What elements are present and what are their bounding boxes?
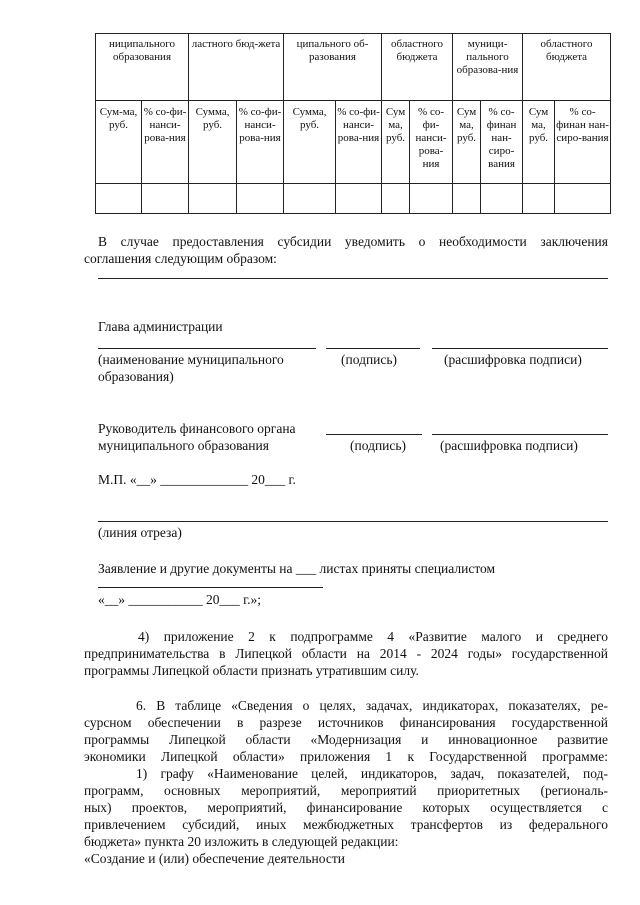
empty-cell [237, 184, 284, 214]
item6-line-6: программ, основных мероприятий, мероприятий приоритетных (региональ- [84, 783, 608, 798]
decoding-line [432, 434, 608, 435]
group-header: областного бюджета [382, 34, 453, 101]
stamp-line: М.П. «__» _____________ 20___ г. [98, 472, 296, 487]
group-header: муници-пального образова-ния [453, 34, 523, 101]
subheader-cell: % со-фи-нанси-рова-ния [237, 101, 284, 184]
caption-signature: (подпись) [341, 352, 398, 367]
empty-cell [523, 184, 555, 214]
specialist-line [98, 587, 323, 588]
subheader-cell: % со-фи-нанси-рова-ния [410, 101, 453, 184]
group-header: ниципального образования [96, 34, 189, 101]
cut-line-label: (линия отреза) [98, 525, 182, 540]
subheader-cell: Сум ма, руб. [453, 101, 481, 184]
caption-signature: (подпись) [350, 438, 407, 453]
empty-cell [481, 184, 523, 214]
accepted-line: Заявление и другие документы на ___ листах приняты специалистом [98, 561, 496, 576]
notice-line-2: соглашения следующим образом: [84, 251, 277, 266]
empty-cell [336, 184, 382, 214]
group-header: ципального об-разования [284, 34, 382, 101]
item6-line-3: программы Липецкой области «Модернизация и инновационное развитие [84, 732, 608, 747]
subheader-cell: Сум ма, руб. [523, 101, 555, 184]
item6-line-2: сурсном обеспечении в разрезе источников финансирования государственной [84, 715, 608, 730]
subheader-cell: % со-финан нан-сиро-вания [555, 101, 611, 184]
caption-decoding: (расшифровка подписи) [444, 352, 582, 367]
item6-line-5: 1) графу «Наименование целей, индикаторов, задач, показателей, под- [136, 766, 608, 781]
empty-cell [555, 184, 611, 214]
caption-name-cont: образования) [98, 369, 174, 384]
item6-line-8: привлечением субсидий, иных межбюджетных трансфертов из федерального [84, 817, 608, 832]
cut-line [98, 521, 608, 522]
notice-line-1: В случае предоставления субсидии уведомить о необходимости заключения [98, 234, 608, 249]
group-header: областного бюджета [523, 34, 611, 101]
empty-cell [96, 184, 142, 214]
signature-line [326, 434, 422, 435]
subheader-cell: Сум-ма, руб. [96, 101, 142, 184]
empty-cell [142, 184, 189, 214]
empty-cell [284, 184, 336, 214]
item6-line-4: экономики Липецкой области» приложения 1 к Государственной программе: [84, 749, 608, 764]
group-header: ластного бюд-жета [189, 34, 284, 101]
empty-cell [382, 184, 410, 214]
head-admin-title: Глава администрации [98, 319, 223, 334]
empty-cell [453, 184, 481, 214]
item4-line-3: программы Липецкой области признать утратившим силу. [84, 663, 419, 678]
accepted-date-line: «__» ___________ 20___ г.»; [98, 592, 262, 607]
subheader-cell: % со-фи-нанси-рова-ния [142, 101, 189, 184]
name-line [98, 348, 316, 349]
item6-line-10: «Создание и (или) обеспечение деятельности [84, 851, 345, 866]
empty-cell [410, 184, 453, 214]
item6-line-1: 6. В таблице «Сведения о целях, задачах, индикаторах, показателях, ре- [136, 698, 608, 713]
item6-line-7: ных) проектов, мероприятий, финансирование которых осуществляется с [84, 800, 608, 815]
finance-head-line-1: Руководитель финансового органа [98, 421, 296, 436]
subheader-cell: % со-финан нан-сиро-вания [481, 101, 523, 184]
subheader-cell: Сум ма, руб. [382, 101, 410, 184]
subheader-cell: % со-фи-нанси-рова-ния [336, 101, 382, 184]
signature-line [326, 348, 420, 349]
caption-decoding: (расшифровка подписи) [440, 438, 578, 453]
caption-name: (наименование муниципального [98, 352, 284, 367]
empty-cell [189, 184, 237, 214]
subheader-cell: Сумма, руб. [284, 101, 336, 184]
item6-line-9: бюджета» пункта 20 изложить в следующей редакции: [84, 834, 399, 849]
decoding-line [432, 348, 608, 349]
finance-head-line-2: муниципального образования [98, 438, 269, 453]
subheader-cell: Сумма, руб. [189, 101, 237, 184]
item4-line-1: 4) приложение 2 к подпрограмме 4 «Развитие малого и среднего [138, 629, 608, 644]
fill-line [98, 278, 608, 279]
item4-line-2: предпринимательства в Липецкой области на 2014 - 2024 годы» государственной [84, 646, 608, 661]
subsidy-table [95, 33, 611, 214]
